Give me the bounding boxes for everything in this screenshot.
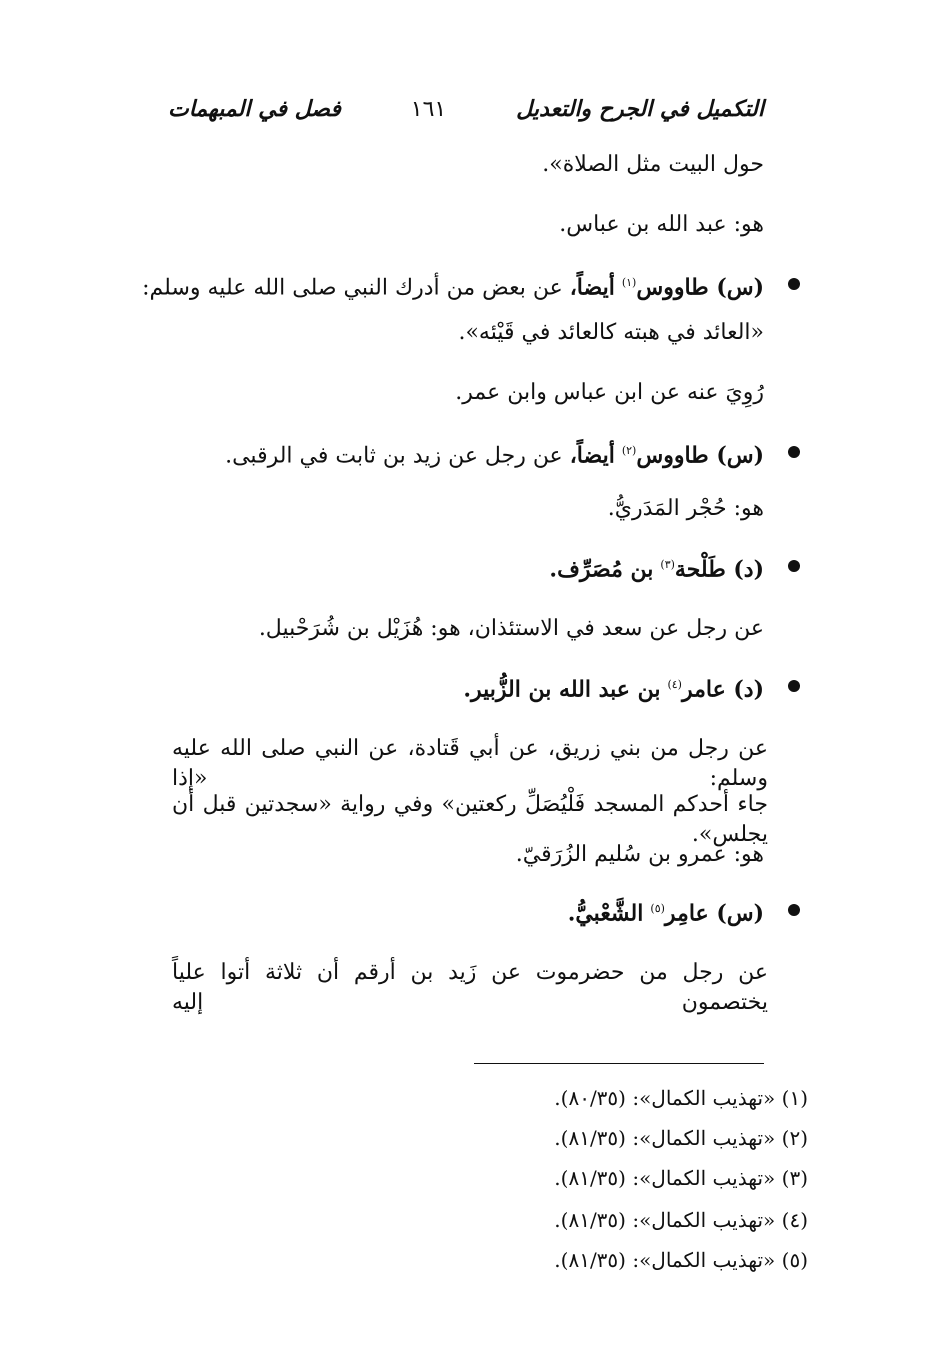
text-line: عن رجل من بني زريق، عن أبي قَتادة، عن النبي صلى الله عليه وسلم: «إذا [172,736,768,791]
entry-name: (س) عامِر [664,900,764,927]
footnote: (٥) «تهذيب الكمال»: (٨١/٣٥). [554,1248,808,1272]
entry-name: (س) طاووس [636,442,764,469]
footnote: (٤) «تهذيب الكمال»: (٨١/٣٥). [554,1208,808,1232]
bullet-icon [788,446,800,458]
bullet-icon [788,904,800,916]
bullet-icon [788,560,800,572]
header-book-title: التكميل في الجرح والتعديل [516,96,764,122]
footnote-ref: (١) [621,276,637,289]
footnote-divider [474,1063,764,1064]
entry-rest: بن عبد الله بن الزُّبير. [463,676,661,703]
page-number: ١٦١ [410,96,447,122]
footnote-ref: (٤) [667,678,682,691]
text-line: جاء أحدكم المسجد فَلْيُصَلِّ ركعتين» وفي رواية «سجدتين قبل أن يجلس». [172,792,768,847]
text-line: هو: عمرو بن سُليم الزُرَقيّ. [515,842,764,867]
text-line: هو: حُجْر المَدَريُّ. [607,496,764,521]
entry-name: (د) عامر [681,676,764,703]
bullet-icon [788,278,800,290]
entry-word: أيضاً، [569,274,615,301]
footnote: (٢) «تهذيب الكمال»: (٨١/٣٥). [554,1126,808,1150]
entry-rest: بن مُصَرِّف. [549,556,654,583]
text-line: حول البيت مثل الصلاة». [542,152,764,177]
footnote: (١) «تهذيب الكمال»: (٨٠/٣٥). [554,1086,808,1110]
footnote: (٣) «تهذيب الكمال»: (٨١/٣٥). [554,1166,808,1190]
entry-heading [142,268,764,303]
text-line: رُوِيَ عنه عن ابن عباس وابن عمر. [455,380,764,405]
entry-text: عن بعض من أدرك النبي صلى الله عليه وسلم: [142,275,563,301]
entry-heading [225,436,764,471]
entry-name: (س) طاووس [636,274,764,301]
bullet-icon [788,680,800,692]
entry-heading [549,550,764,585]
entry-name: (د) طَلْحة [674,556,764,583]
text-line: عن رجل عن سعد في الاستئذان، هو: هُزَيْل بن شُرَحْبيل. [258,616,764,641]
footnote-ref: (٥) [650,902,665,915]
text-line: «العائد في هبته كالعائد في قَيْئه». [458,320,764,345]
entry-heading [463,670,764,705]
footnote-ref: (٣) [660,558,675,571]
entry-heading [568,894,764,929]
entry-text: عن رجل عن زيد بن ثابت في الرقبى. [225,443,563,469]
text-line: هو: عبد الله بن عباس. [559,212,764,237]
entry-word: أيضاً، [569,442,615,469]
entry-rest: الشَّعْبيُّ. [567,900,644,927]
footnote-ref: (٢) [621,444,637,457]
running-header [168,92,764,126]
header-chapter-title: فصل في المبهمات [168,96,341,122]
text-line: عن رجل من حضرموت عن زَيد بن أرقم أن ثلاثة أتوا علياً يختصمون إليه [172,960,768,1015]
